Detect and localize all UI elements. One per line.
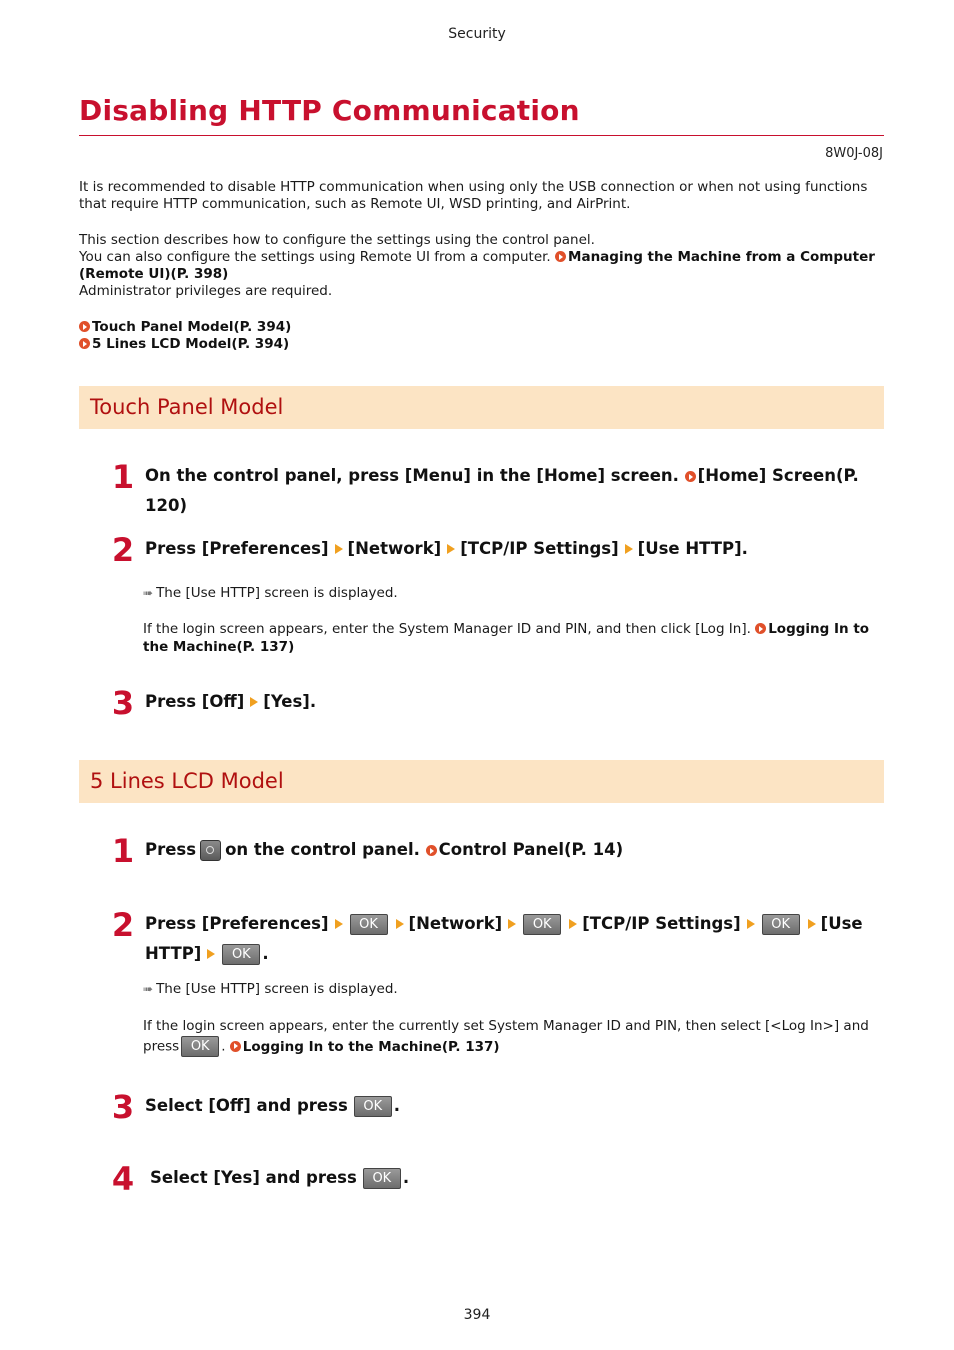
menu-arrow-icon (250, 697, 258, 707)
section-heading-text: Touch Panel Model (90, 395, 284, 419)
intro-line: Administrator privileges are required. (79, 283, 333, 299)
control-panel-link[interactable] (426, 840, 623, 859)
note-text: press (143, 1038, 180, 1055)
step-text: [TCP/IP Settings] (460, 539, 619, 558)
result-arrow-icon: ➠ (143, 586, 154, 600)
menu-arrow-icon (508, 919, 516, 929)
step-number: 3 (111, 684, 135, 722)
step-number: 2 (111, 531, 135, 569)
running-header: Security (448, 26, 506, 42)
step-text: Press [Off] (145, 692, 245, 711)
tp-step-2 (145, 534, 885, 564)
menu-arrow-icon (569, 919, 577, 929)
touch-panel-section-heading (79, 386, 884, 429)
step-text: On the control panel, press [Menu] in the [Home] screen. (145, 466, 679, 485)
step-text: Press [Preferences] (145, 914, 329, 933)
ok-button-icon: OK (222, 944, 260, 965)
document-id: 8W0J-08J (825, 146, 883, 161)
step-text: [Network] (408, 914, 503, 933)
note-text: If the login screen appears, enter the currently set System Manager ID and PIN, then select [<Log In>] and (143, 1018, 869, 1034)
section-links (79, 319, 885, 353)
step-number: 2 (111, 906, 135, 944)
lcd-step-2 (145, 909, 885, 969)
step-text: [Yes]. (263, 692, 317, 711)
step-text: Select [Yes] and press (150, 1168, 357, 1187)
ok-button-icon: OK (523, 914, 561, 935)
step-text: [Use HTTP]. (637, 539, 748, 558)
ok-button-icon: OK (762, 914, 800, 935)
step-text: [Use (820, 914, 863, 933)
tp-step-1 (145, 461, 885, 521)
note-text: If the login screen appears, enter the System Manager ID and PIN, and then click [Log In]. (143, 621, 751, 637)
step-text: [TCP/IP Settings] (582, 914, 741, 933)
step-text: . (262, 944, 269, 963)
intro-line-with-link (79, 249, 885, 283)
step-text: Select [Off] and press (145, 1096, 348, 1115)
lcd-step-2-result (143, 981, 398, 997)
menu-arrow-icon (747, 919, 755, 929)
page-number: 394 (463, 1307, 491, 1323)
step-text: HTTP] (145, 944, 202, 963)
tp-step-3 (145, 687, 316, 717)
menu-arrow-icon (396, 919, 404, 929)
home-button-icon (200, 840, 221, 861)
step-number: 4 (111, 1160, 135, 1198)
login-link-label: Logging In to the Machine(P. 137) (242, 1038, 500, 1055)
lcd-section-heading (79, 760, 884, 803)
tp-step-2-note (143, 620, 885, 656)
link-arrow-icon (555, 251, 566, 262)
login-link-label: Logging In to the Machine(P. 137) (143, 621, 870, 655)
link-arrow-icon (685, 471, 696, 482)
lcd-step-1 (145, 835, 885, 865)
step-number: 3 (111, 1088, 135, 1126)
step-text: . (393, 1096, 401, 1115)
step-text: on the control panel. (225, 840, 420, 859)
step-number: 1 (111, 458, 135, 496)
result-text: The [Use HTTP] screen is displayed. (156, 585, 398, 601)
intro-line: This section describes how to configure the settings using the control panel. (79, 232, 595, 248)
intro-paragraph-1: It is recommended to disable HTTP communication when using only the USB connection or when not using functions that require HTTP communication, such as Remote UI, WSD printing, and AirPrint. (79, 179, 868, 212)
intro-line-text: You can also configure the settings using Remote UI from a computer. (79, 249, 551, 265)
remote-ui-link-label: Managing the Machine from a Computer (Remote UI)(P. 398) (79, 249, 875, 282)
menu-arrow-icon (447, 544, 455, 554)
note-line (143, 1036, 885, 1057)
link-arrow-icon (79, 338, 90, 349)
menu-arrow-icon (808, 919, 816, 929)
ok-button-icon: OK (363, 1168, 401, 1189)
touch-panel-model-link-label: Touch Panel Model(P. 394) (92, 319, 292, 335)
result-arrow-icon: ➠ (143, 982, 154, 996)
step-line (145, 939, 885, 969)
link-arrow-icon (426, 845, 437, 856)
lcd-step-3 (145, 1091, 400, 1121)
step-text: [Network] (347, 539, 442, 558)
menu-arrow-icon (207, 949, 215, 959)
lcd-model-link-label: 5 Lines LCD Model(P. 394) (92, 336, 290, 352)
lcd-model-link[interactable] (79, 336, 885, 353)
ok-button-icon: OK (350, 914, 388, 935)
tp-step-2-result (143, 585, 398, 601)
menu-arrow-icon (335, 919, 343, 929)
lcd-step-4 (150, 1163, 409, 1193)
home-screen-link-label: [Home] Screen(P. 120) (145, 466, 859, 515)
page-title: Disabling HTTP Communication (79, 94, 580, 127)
note-text: . (221, 1038, 226, 1055)
touch-panel-model-link[interactable] (79, 319, 885, 336)
lcd-step-2-note (143, 1016, 885, 1057)
result-text: The [Use HTTP] screen is displayed. (156, 981, 398, 997)
title-divider (79, 135, 884, 136)
link-arrow-icon (79, 321, 90, 332)
link-arrow-icon (755, 623, 766, 634)
step-number: 1 (111, 832, 135, 870)
section-heading-text: 5 Lines LCD Model (90, 769, 284, 793)
menu-arrow-icon (335, 544, 343, 554)
menu-arrow-icon (625, 544, 633, 554)
ok-button-icon: OK (354, 1096, 392, 1117)
intro-paragraph-2 (79, 232, 885, 300)
ok-button-icon: OK (181, 1036, 219, 1057)
step-text: . (402, 1168, 410, 1187)
control-panel-link-label: Control Panel(P. 14) (438, 840, 624, 859)
step-text: Press [Preferences] (145, 539, 329, 558)
link-arrow-icon (230, 1041, 241, 1052)
step-line (145, 909, 885, 939)
login-link[interactable] (230, 1039, 500, 1055)
step-text: Press (145, 840, 197, 859)
